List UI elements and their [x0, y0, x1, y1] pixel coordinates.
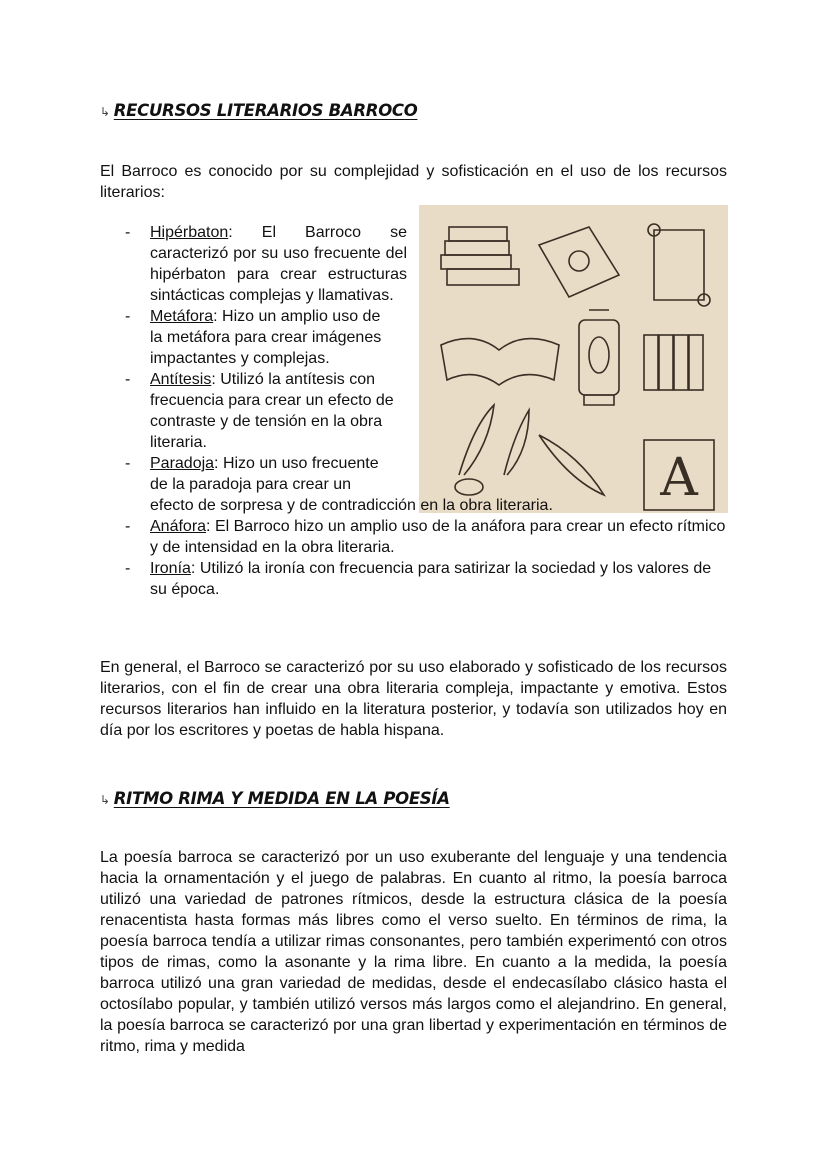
arrow-icon: ↳: [100, 105, 110, 119]
list-item: [125, 516, 727, 558]
term: Paradoja: [150, 455, 215, 472]
arrow-icon: ↳: [100, 793, 110, 807]
description: : Utilizó la antítesis con frecuencia para crear un efecto de contraste y de tensión en la obra literaria.: [150, 371, 394, 451]
list-item: [125, 222, 407, 306]
term: Hipérbaton: [150, 224, 229, 241]
svg-text:A: A: [660, 448, 698, 508]
section-heading-ritmo: [100, 788, 450, 811]
intro-paragraph: El Barroco es conocido por su complejidad y sofisticación en el uso de los recursos literarios:: [100, 163, 727, 201]
list-item: [125, 453, 727, 516]
heading-text: RECURSOS LITERARIOS BARROCO: [113, 101, 418, 120]
section-heading-recursos: [100, 100, 417, 123]
term: Metáfora: [150, 308, 214, 325]
description: : El Barroco se caracterizó por su uso frecuente del hipérbaton para crear estructuras sintácticas complejas y llamativas.: [150, 224, 407, 304]
list-item: [125, 558, 727, 600]
heading-text: RITMO RIMA Y MEDIDA EN LA POESÍA: [113, 789, 450, 808]
description: : Hizo un uso frecuente de la paradoja para crear un efecto de sorpresa y de contradicción en la obra literaria.: [150, 455, 553, 514]
literary-devices-list: [125, 222, 727, 600]
description: : Hizo un amplio uso de la metáfora para crear imágenes impactantes y complejas.: [150, 308, 382, 367]
description: : Utilizó la ironía con frecuencia para satirizar la sociedad y los valores de su época.: [150, 560, 712, 598]
conclusion-paragraph: En general, el Barroco se caracterizó por su uso elaborado y sofisticado de los recursos literarios, con el fin de crear una obra literaria compleja, impactante y emotiva. Estos recursos literarios han influido en la literatura posterior, y todavía son utilizados hoy en día por los escritores y poetas de habla hispana.: [100, 659, 727, 739]
list-item: [125, 369, 410, 453]
term: Antítesis: [150, 371, 212, 388]
term: Ironía: [150, 560, 191, 577]
term: Anáfora: [150, 518, 207, 535]
list-item: [125, 306, 390, 369]
poetry-paragraph: La poesía barroca se caracterizó por un uso exuberante del lenguaje y una tendencia hacia la ornamentación y el juego de palabras. En cuanto al ritmo, la poesía barroca utilizó una variedad de patrones rítmicos, desde la estructura clásica de la poesía renacentista hasta formas más libres como el verso suelto. En términos de rima, la poesía barroca tendía a utilizar rimas consonantes, pero también experimentó con otros tipos de rimas, como la asonante y la rima libre. En cuanto a la medida, la poesía barroca utilizó una gran variedad de medidas, desde el endecasílabo clásico hasta el octosílabo popular, y también utilizó versos más largos como el alejandrino. En general, la poesía barroca se caracterizó por una gran libertad y experimentación en términos de ritmo, rima y medida: [100, 849, 727, 1055]
description: : El Barroco hizo un amplio uso de la anáfora para crear un efecto rítmico y de intensidad en la obra literaria.: [150, 518, 726, 556]
